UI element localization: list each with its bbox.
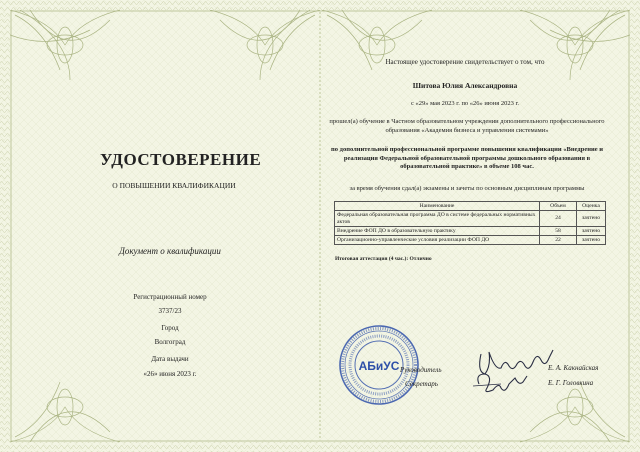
- organization-stamp: [338, 324, 420, 406]
- training-period: с «29» мая 2023 г. по «26» июня 2023 г.: [410, 100, 520, 107]
- corner-ornament-bottom-left: [10, 372, 120, 442]
- intro-text: Настоящее удостоверение свидетельствует о том, что: [385, 58, 545, 66]
- program-description: по дополнительной профессиональной программе повышения квалификации «Внедрение и реализация Федеральной образовательной программы дошкольного образования в образовательной практике» в объеме 108 час.: [331, 146, 603, 170]
- discipline-name: Федеральная образовательная программа ДО в системе федеральных нормативных актов: [335, 211, 540, 227]
- secretary-signer-name: Е. Г. Головкина: [548, 379, 594, 387]
- city-value: Волгоград: [154, 338, 186, 346]
- secretary-signature: [471, 368, 531, 396]
- discipline-volume: 24: [540, 211, 577, 227]
- header-grade: Оценка: [577, 202, 606, 211]
- certificate-title: УДОСТОВЕРЕНИЕ: [100, 150, 262, 169]
- registration-number-value: 3737/23: [158, 307, 182, 315]
- training-institution: прошел(а) обучение в Частном образовательном учреждении дополнительного профессионального образования «Академия бизнеса и управления системами»: [329, 118, 605, 134]
- city-label: Город: [161, 324, 179, 332]
- discipline-name: Организационно-управленческие условия реализации ФОП ДО: [335, 236, 540, 245]
- stamp-logo-text: АБиУС: [358, 359, 400, 373]
- head-signer-name: Е. А. Какнайская: [548, 364, 599, 372]
- exams-text: за время обучения сдал(а) экзамены и зачеты по основным дисциплинам программы: [349, 185, 585, 192]
- corner-ornament-top-center-left: [210, 10, 320, 80]
- table-row: [335, 236, 606, 245]
- discipline-grade: зачтено: [577, 236, 606, 245]
- document-type: Документ о квалификации: [119, 246, 221, 256]
- disciplines-table: [334, 201, 606, 245]
- certificate-subtitle: О ПОВЫШЕНИИ КВАЛИФИКАЦИИ: [112, 181, 236, 190]
- secretary-role-label: Секретарь: [405, 380, 438, 388]
- table-row: [335, 211, 606, 227]
- head-role-label: Руководитель: [400, 366, 442, 374]
- discipline-volume: 22: [540, 236, 577, 245]
- issue-date-value: «26» июня 2023 г.: [143, 370, 197, 378]
- table-header-row: [335, 202, 606, 211]
- discipline-volume: 58: [540, 227, 577, 236]
- header-name: Наименование: [335, 202, 540, 211]
- holder-name: Шитова Юлия Александровна: [412, 81, 518, 90]
- header-volume: Объем: [540, 202, 577, 211]
- issue-date-label: Дата выдачи: [151, 355, 189, 363]
- discipline-name: Внедрение ФОП ДО в образовательную практику: [335, 227, 540, 236]
- final-attestation: Итоговая аттестация (4 час.): Отлично: [335, 256, 432, 262]
- discipline-grade: зачтено: [577, 227, 606, 236]
- table-row: [335, 227, 606, 236]
- discipline-grade: зачтено: [577, 211, 606, 227]
- corner-ornament-top-right: [520, 10, 630, 80]
- corner-ornament-top-center-right: [322, 10, 432, 80]
- corner-ornament-top-left: [10, 10, 120, 80]
- registration-number-label: Регистрационный номер: [133, 293, 207, 301]
